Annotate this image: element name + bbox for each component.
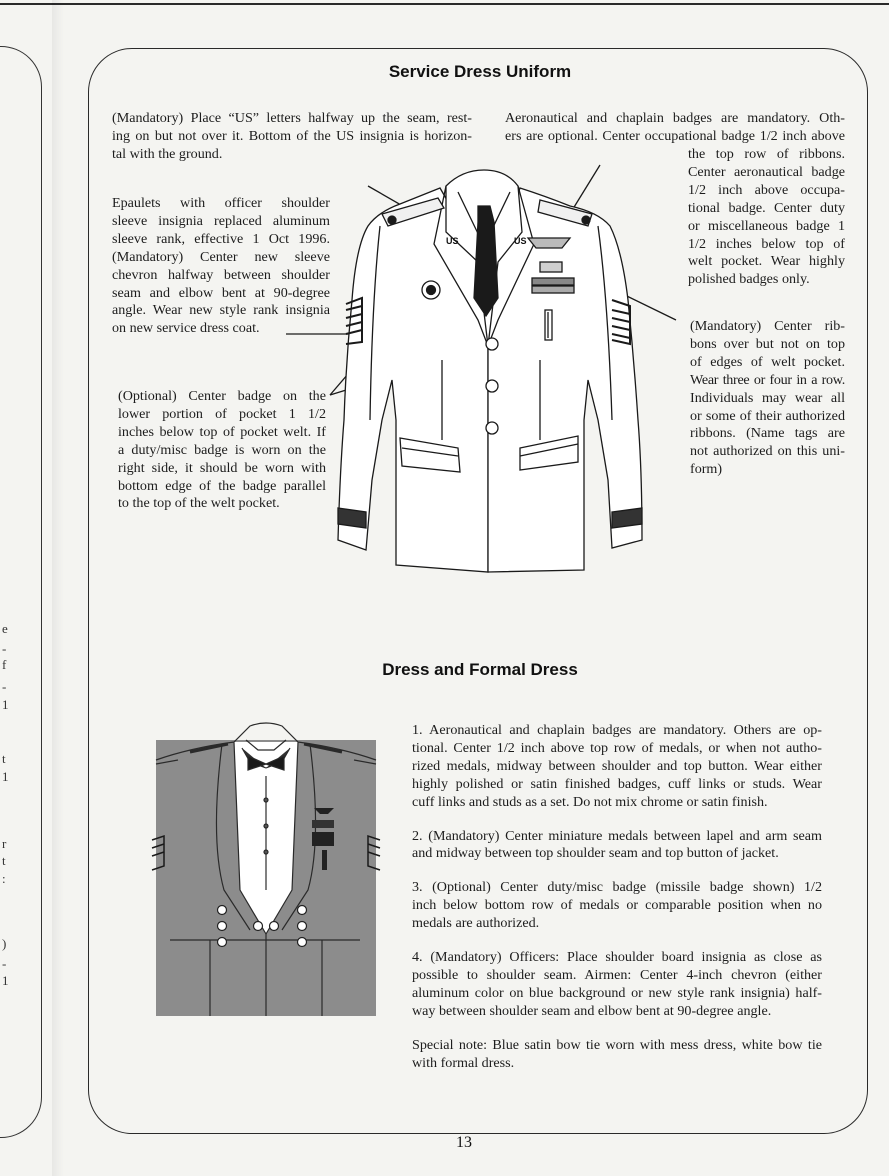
text-line: rized medals, midway between shoulder and top button. Wear either: [412, 757, 822, 774]
text-line: right side, it should be worn with: [118, 459, 326, 476]
margin-letter: -: [2, 956, 7, 971]
text-line: polished badges only.: [688, 271, 810, 288]
text-line: (Optional) Center badge on the: [118, 388, 326, 404]
text-line: (Mandatory) Center rib-: [690, 318, 845, 334]
text-line: tional. Center 1/2 inch above top row of medals, or when not autho-: [412, 739, 822, 756]
text-line: angle. Wear new style rank insignia: [112, 302, 330, 319]
text-line: way between shoulder seam and elbow bent at 90-degree angle.: [412, 1002, 772, 1019]
text-line: Aeronautical and chaplain badges are mandatory. Oth-: [505, 110, 845, 126]
text-line: 1. Aeronautical and chaplain badges are mandatory. Others are op-: [412, 722, 822, 738]
text-line: tional badge. Center duty: [688, 199, 845, 216]
text-line: form): [690, 461, 723, 478]
margin-letter: :: [2, 871, 6, 886]
text-line: and midway between top shoulder seam and top button of jacket.: [412, 845, 779, 862]
dress-notes: [412, 722, 822, 1073]
text-line: Individuals may wear all: [690, 389, 845, 406]
text-line: ers are optional. Center occupational badge 1/2 inch above: [505, 127, 845, 144]
text-line: 2. (Mandatory) Center miniature medals between lapel and arm seam: [412, 827, 822, 844]
text-line: on new service dress coat.: [112, 320, 260, 337]
dress-note-4: [412, 949, 822, 1021]
margin-letter: r: [2, 836, 7, 851]
text-line: tal with the ground.: [112, 145, 223, 162]
text-line: 3. (Optional) Center duty/misc badge (missile badge shown) 1/2: [412, 879, 822, 896]
collar-insignia-right: US: [514, 236, 527, 246]
margin-letter: -: [2, 641, 7, 656]
text-line: 1/2 inch above occupa-: [688, 181, 845, 198]
margin-letter: t: [2, 853, 6, 868]
text-line: (Mandatory) Center new sleeve: [112, 248, 330, 265]
dress-note-3: [412, 879, 822, 933]
special-note: [412, 1037, 822, 1073]
margin-letter: e: [2, 621, 8, 636]
text-line: 1/2 inches below top of: [688, 235, 845, 252]
text-line: aluminum color on blue background or new style rank insignia) half-: [412, 984, 822, 1001]
service-dress-heading: Service Dress Uniform: [388, 62, 572, 81]
collar-insignia-left: US: [446, 236, 459, 246]
margin-letter: -: [2, 679, 7, 694]
text-line: sleeve insignia replaced aluminum: [112, 212, 330, 229]
text-line: not authorized on this uni-: [690, 443, 845, 460]
margin-letter: f: [2, 657, 7, 672]
text-line: bons over but not on top: [690, 335, 845, 352]
text-line: welt pocket. Wear highly: [688, 253, 845, 270]
mess-dress-illustration: [150, 720, 382, 1020]
text-line: 4. (Mandatory) Officers: Place shoulder board insignia as close as: [412, 949, 822, 966]
text-line: chevron halfway between shoulder: [112, 266, 330, 283]
text-line: the top row of ribbons.: [688, 146, 845, 162]
text-line: possible to shoulder seam. Airmen: Center 4-inch chevron (either: [412, 966, 822, 983]
page-number: 13: [456, 1134, 472, 1151]
margin-letter: 1: [2, 697, 9, 712]
margin-letter: 1: [2, 769, 9, 784]
text-line: inches below top of pocket welt. If: [118, 423, 326, 440]
text-line: sleeve rank, effective 1 Oct 1996.: [112, 230, 330, 247]
text-line: of edges of welt pocket.: [690, 353, 845, 370]
text-line: Epaulets with officer shoulder: [112, 195, 330, 211]
text-line: ing on but not over it. Bottom of the US insignia is horizon-: [112, 127, 472, 144]
text-line: Special note: Blue satin bow tie worn with mess dress, white bow tie: [412, 1036, 822, 1053]
text-line: medals are authorized.: [412, 915, 540, 932]
text-line: or miscellaneous badge 1: [688, 217, 845, 234]
text-line: highly polished or satin finished badges, cuff links or studs. Wear: [412, 775, 822, 792]
text-line: Wear three or four in a row.: [690, 371, 845, 388]
text-line: or some of their authorized: [690, 407, 845, 424]
text-line: seam and elbow bent at 90-degree: [112, 284, 330, 301]
text-line: inch below bottom row of medals or comparable position when no: [412, 897, 822, 914]
text-line: Center aeronautical badge: [688, 163, 845, 180]
text-line: cuff links and studs as a set. Do not mix chrome or satin finish.: [412, 793, 768, 810]
margin-letter: ): [2, 936, 7, 951]
margin-letter: 1: [2, 973, 9, 988]
text-line: a duty/misc badge is worn on the: [118, 441, 326, 458]
text-line: bottom edge of the badge parallel: [118, 477, 326, 494]
dress-formal-heading: Dress and Formal Dress: [382, 660, 578, 679]
margin-letter: t: [2, 751, 6, 766]
text-line: lower portion of pocket 1 1/2: [118, 405, 326, 422]
dress-note-1: [412, 722, 822, 812]
text-line: ribbons. (Name tags are: [690, 425, 845, 442]
text-line: (Mandatory) Place “US” letters halfway up the seam, rest-: [112, 110, 472, 126]
text-line: to the top of the welt pocket.: [118, 495, 280, 512]
text-line: with formal dress.: [412, 1054, 515, 1071]
dress-note-2: [412, 828, 822, 864]
